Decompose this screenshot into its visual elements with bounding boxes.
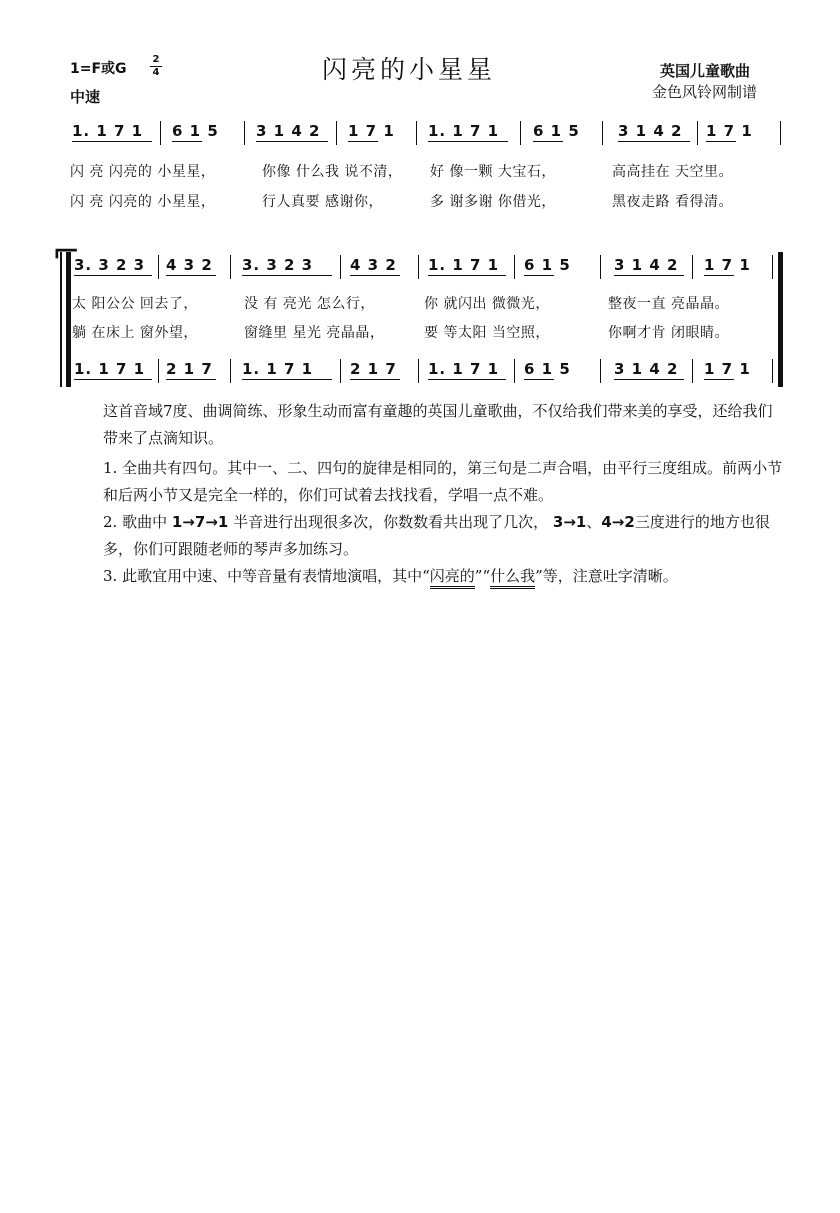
measure: 4 3 2 bbox=[350, 256, 397, 274]
measure: 1 7 1 bbox=[348, 122, 395, 140]
note-3-part-c: ”等，注意吐字清晰。 bbox=[535, 567, 678, 585]
key-signature: 1=F或G bbox=[70, 61, 127, 77]
note-paragraph-3 bbox=[55, 563, 785, 590]
measure: 2 1 7 bbox=[166, 360, 213, 378]
lyric-line-1: 高高挂在 天空里。 bbox=[612, 164, 733, 180]
tempo-marking: 中速 bbox=[70, 88, 101, 106]
measure: 6 1 5 bbox=[524, 360, 571, 378]
measure: 1 7 1 bbox=[706, 122, 753, 140]
measure: 1. 1 7 1 bbox=[242, 360, 314, 378]
lyric-line-4: 躺 在床上 窗外望， bbox=[72, 325, 198, 341]
lyric-line-3: 你 就闪出 微微光， bbox=[424, 296, 550, 312]
measure: 1. 1 7 1 bbox=[428, 122, 500, 140]
measure: 1 7 1 bbox=[704, 360, 751, 378]
third-symbol-1: 3→1 bbox=[552, 513, 587, 531]
note-2-part-c: 三度进行的地方也很多，你们可跟随老师的琴声多加练习。 bbox=[103, 513, 770, 558]
measure: 1. 1 7 1 bbox=[72, 122, 144, 140]
lyric-line-2: 闪 亮 闪亮的 小星星， bbox=[70, 194, 216, 210]
measure: 1 7 1 bbox=[704, 256, 751, 274]
lyric-line-3: 太 阳公公 回去了， bbox=[72, 296, 198, 312]
measure: 2 1 7 bbox=[350, 360, 397, 378]
lyric-line-4: 窗缝里 星光 亮晶晶， bbox=[244, 325, 385, 341]
measure: 6 1 5 bbox=[524, 256, 571, 274]
note-1-text: 1. 全曲共有四句。其中一、二、四句的旋律是相同的，第三句是二声合唱，由平行三度组成。前两小节和后两小节又是完全一样的，你们可试着去找找看，学唱一点不难。 bbox=[103, 459, 783, 504]
time-bottom: 4 bbox=[152, 67, 160, 78]
lyric-line-1: 好 像一颗 大宝石， bbox=[430, 164, 556, 180]
measure: 6 1 5 bbox=[172, 122, 219, 140]
third-symbol-2: 4→2 bbox=[601, 513, 635, 531]
measure: 3 1 4 2 bbox=[614, 256, 679, 274]
lyric-line-1: 闪 亮 闪亮的 小星星， bbox=[70, 164, 216, 180]
brace-top: ⌐ bbox=[52, 232, 81, 272]
semitone-symbol: 1→7→1 bbox=[171, 513, 229, 531]
note-paragraph-1 bbox=[55, 455, 785, 509]
note-paragraph-2 bbox=[55, 509, 785, 563]
measure: 3 1 4 2 bbox=[614, 360, 679, 378]
lyric-line-3: 没 有 亮光 怎么行， bbox=[244, 296, 375, 312]
measure: 1. 1 7 1 bbox=[74, 360, 146, 378]
composer: 英国儿童歌曲 bbox=[660, 62, 751, 80]
lyric-line-2: 多 谢多谢 你借光， bbox=[430, 194, 556, 210]
lyric-line-3: 整夜一直 亮晶晶。 bbox=[608, 296, 729, 312]
emphasis-word-2: 什么我 bbox=[490, 567, 535, 589]
lyric-line-4: 你啊才肯 闭眼睛。 bbox=[608, 325, 729, 341]
note-2-part-b: 半音进行出现很多次，你数数看共出现了几次， bbox=[233, 513, 549, 531]
emphasis-word-1: 闪亮的 bbox=[430, 567, 475, 589]
song-title: 闪亮的小星星 bbox=[322, 55, 497, 84]
arranger: 金色风铃网制谱 bbox=[652, 83, 758, 101]
time-signature bbox=[150, 55, 162, 78]
lyric-line-1: 你像 什么我 说不清， bbox=[262, 164, 403, 180]
intro-paragraph bbox=[55, 398, 785, 452]
measure: 1. 1 7 1 bbox=[428, 360, 500, 378]
measure: 4 3 2 bbox=[166, 256, 213, 274]
measure: 3. 3 2 3 bbox=[242, 256, 314, 274]
note-2-separator: 、 bbox=[586, 513, 602, 531]
measure: 3 1 4 2 bbox=[256, 122, 321, 140]
measure: 3 1 4 2 bbox=[618, 122, 683, 140]
measure: 3. 3 2 3 bbox=[74, 256, 146, 274]
lyric-line-2: 行人真要 感谢你， bbox=[262, 194, 383, 210]
time-top: 2 bbox=[152, 54, 160, 65]
note-3-part-b: ”“ bbox=[474, 567, 491, 585]
lyric-line-2: 黑夜走路 看得清。 bbox=[612, 194, 733, 210]
lyric-line-4: 要 等太阳 当空照， bbox=[424, 325, 550, 341]
note-3-part-a: 3. 此歌宜用中速、中等音量有表情地演唱，其中“ bbox=[103, 567, 430, 585]
measure: 6 1 5 bbox=[533, 122, 580, 140]
note-2-part-a: 2. 歌曲中 bbox=[103, 513, 168, 531]
intro-text: 这首音域7度、曲调简练、形象生动而富有童趣的英国儿童歌曲，不仅给我们带来美的享受，还给我们带来了点滴知识。 bbox=[103, 402, 773, 447]
measure: 1. 1 7 1 bbox=[428, 256, 500, 274]
